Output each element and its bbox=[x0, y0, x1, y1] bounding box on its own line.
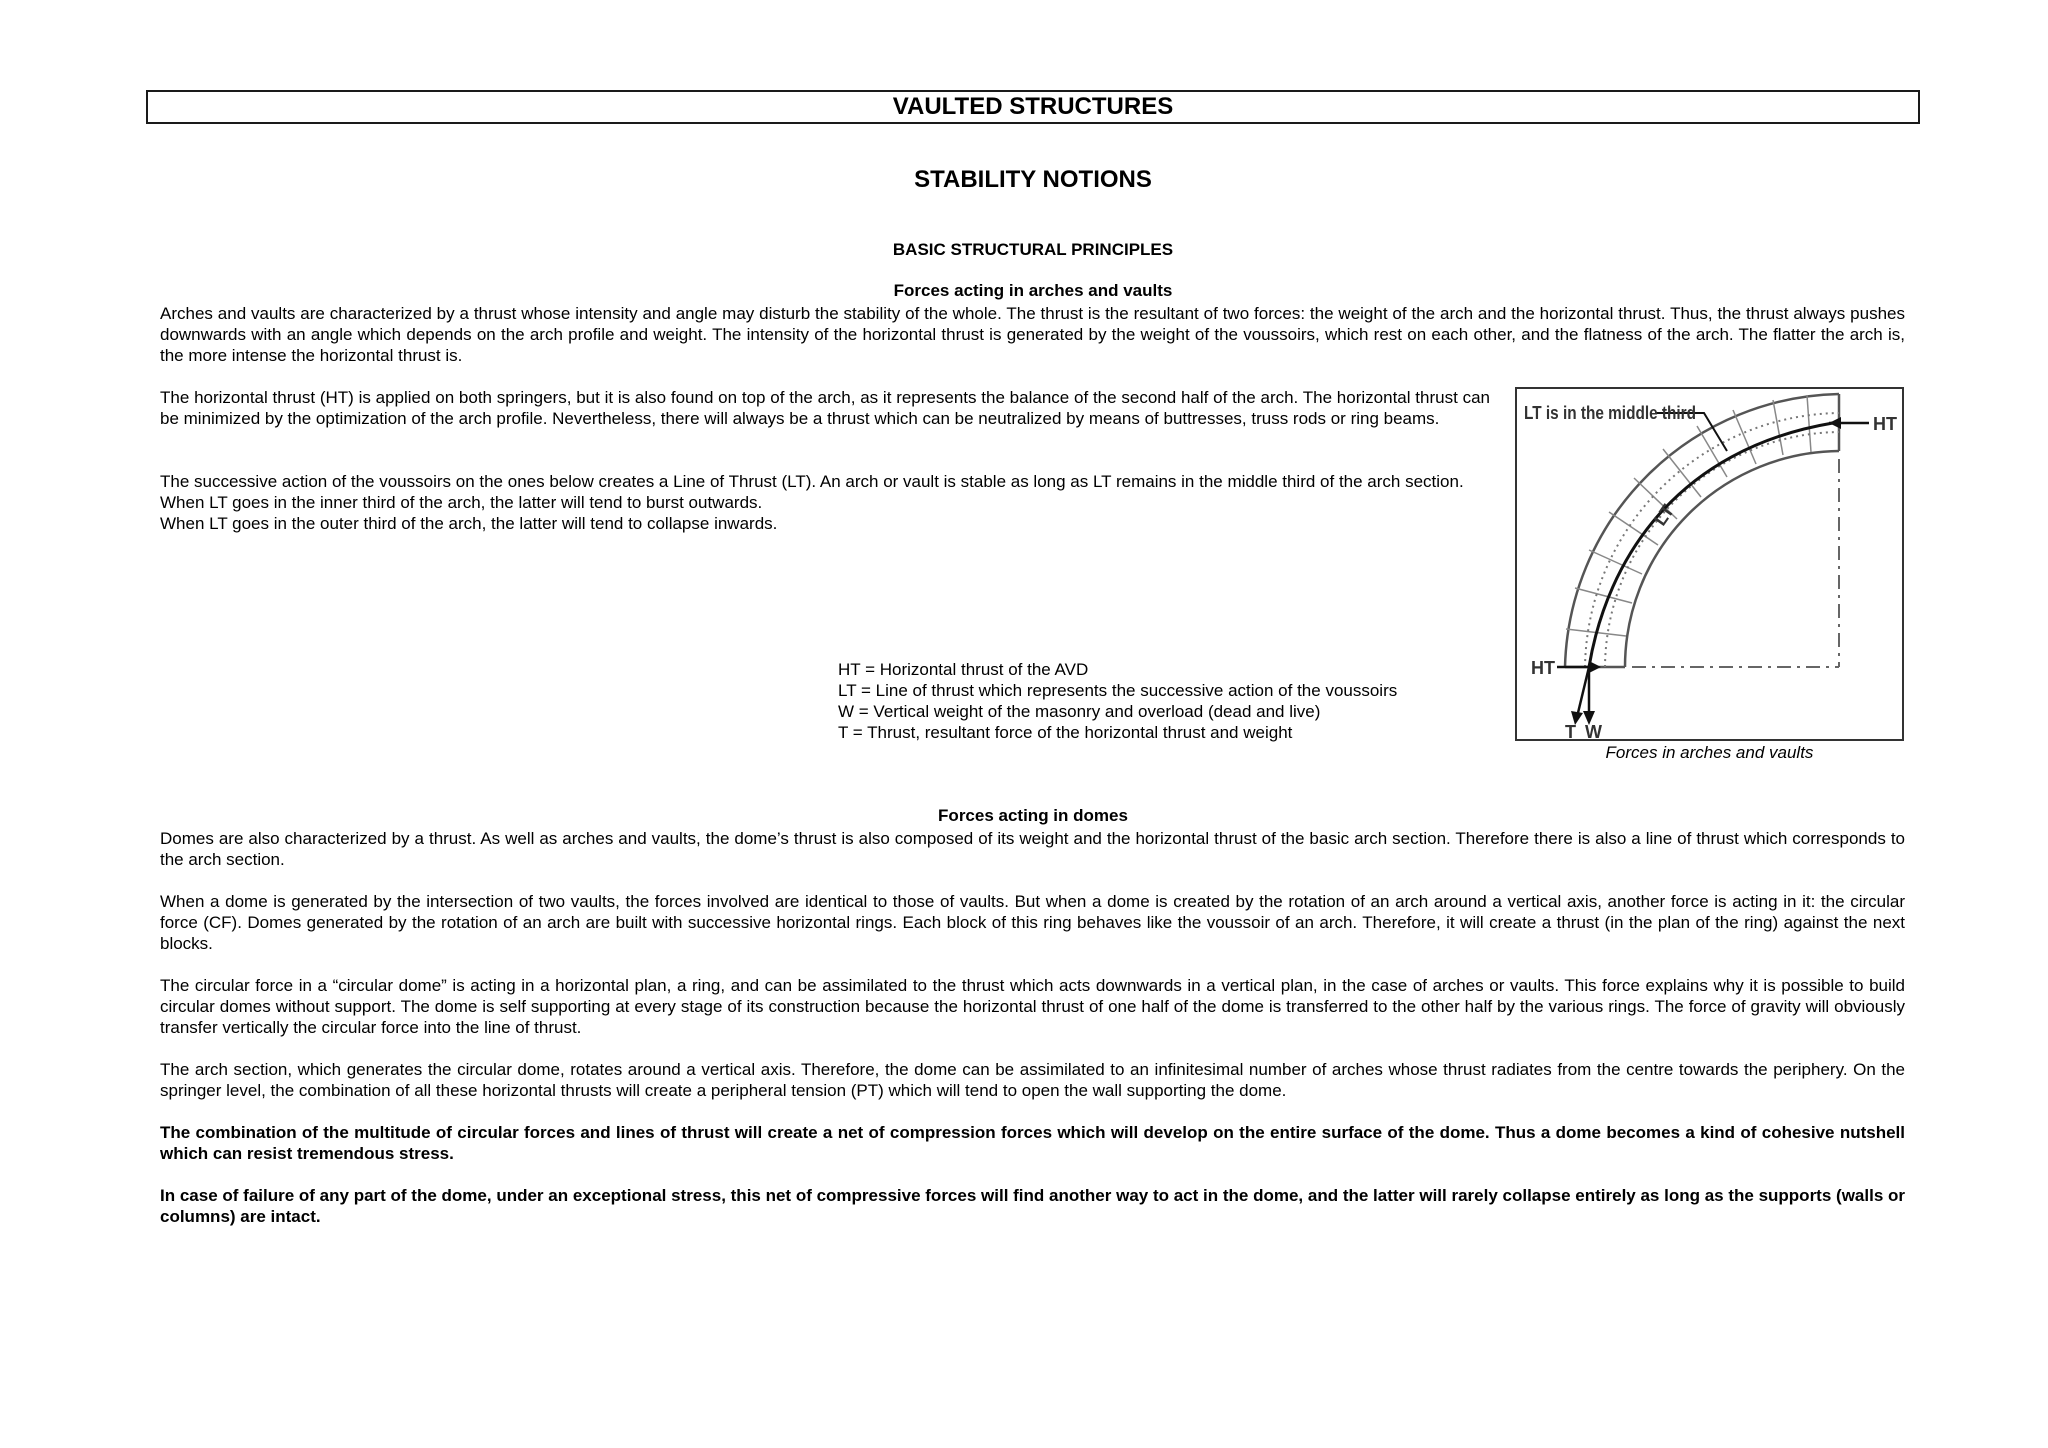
line-of-thrust-curve bbox=[1589, 423, 1833, 667]
label-w: W bbox=[1585, 722, 1602, 739]
label-ht-top: HT bbox=[1873, 414, 1897, 434]
heading-domes: Forces acting in domes bbox=[938, 806, 1128, 825]
domes-paragraph-5: The combination of the multitude of circular forces and lines of thrust will create a net of compression forces which will develop on the entire surface of the dome. Thus a dome becomes a kind of cohesive nutshell which can resist tremendous stress. bbox=[160, 1123, 1905, 1163]
legend-ht: HT = Horizontal thrust of the AVD bbox=[838, 660, 1089, 679]
arches-paragraph-2: The horizontal thrust (HT) is applied on both springers, but it is also found on top of the arch, as it represents the balance of the second half of the arch. The horizontal thrust can be minimized by the optimization of the arch profile. Nevertheless, there will always be a thrust which can be neutralized by means of buttresses, truss rods or ring beams. bbox=[160, 388, 1490, 428]
arches-paragraph-3 bbox=[160, 471, 1490, 534]
label-lt: LT bbox=[1649, 500, 1679, 530]
legend-t: T = Thrust, resultant force of the horizontal thrust and weight bbox=[838, 723, 1293, 742]
domes-paragraph-4: The arch section, which generates the circular dome, rotates around a vertical axis. Therefore, the dome can be assimilated to an infinitesimal number of arches whose thrust radiates from the centre towards the periphery. On the springer level, the combination of all these horizontal thrusts will create a peripheral tension (PT) which will tend to open the wall supporting the dome. bbox=[160, 1060, 1905, 1100]
section-heading-basic-principles: BASIC STRUCTURAL PRINCIPLES bbox=[892, 240, 1174, 259]
inner-third-note: When LT goes in the inner third of the arch, the latter will tend to burst outwards. bbox=[160, 493, 763, 512]
arch-forces-figure bbox=[1515, 387, 1904, 741]
domes-paragraph-6: In case of failure of any part of the dome, under an exceptional stress, this net of compressive forces will find another way to act in the dome, and the latter will rarely collapse entirely as long as the supports (walls or columns) are intact. bbox=[160, 1186, 1905, 1226]
ht-top-arrowhead bbox=[1829, 417, 1841, 429]
arch-intrados bbox=[1625, 451, 1839, 667]
figure-legend bbox=[838, 659, 1397, 743]
legend-lt: LT = Line of thrust which represents the successive action of the voussoirs bbox=[838, 681, 1398, 700]
ht-left-arrowhead bbox=[1589, 661, 1601, 673]
outer-third-note: When LT goes in the outer third of the arch, the latter will tend to collapse inwards. bbox=[160, 514, 778, 533]
line-of-thrust-definition: The successive action of the voussoirs on the ones below creates a Line of Thrust (LT). An arch or vault is stable as long as LT remains in the middle third of the arch section. bbox=[160, 472, 1464, 491]
t-arrow-shaft bbox=[1577, 667, 1589, 717]
label-middle-third: LT is in the middle third bbox=[1524, 403, 1696, 423]
figure-caption: Forces in arches and vaults bbox=[1605, 743, 1814, 762]
label-t: T bbox=[1565, 722, 1576, 739]
arch-diagram bbox=[1517, 389, 1902, 739]
heading-arches-vaults: Forces acting in arches and vaults bbox=[893, 281, 1173, 300]
legend-w: W = Vertical weight of the masonry and overload (dead and live) bbox=[838, 702, 1321, 721]
arches-paragraph-1: Arches and vaults are characterized by a thrust whose intensity and angle may disturb the stability of the whole. The thrust is the resultant of two forces: the weight of the arch and the horizontal thrust. Thus, the thrust always pushes downwards with an angle which depends on the arch profile and weight. The intensity of the horizontal thrust is generated by the weight of the voussoirs, which rest on each other, and the flatness of the arch. The flatter the arch is, the more intense the horizontal thrust is. bbox=[160, 304, 1905, 365]
domes-paragraph-3: The circular force in a “circular dome” is acting in a horizontal plan, a ring, and can be assimilated to the thrust which acts downwards in a vertical plan, in the case of arches or vaults. This force explains why it is possible to build circular domes without support. The dome is self supporting at every stage of its construction because the horizontal thrust of one half of the dome is transferred to the other half by the various rings. The force of gravity will obviously transfer vertically the circular force into the line of thrust. bbox=[160, 976, 1905, 1037]
domes-paragraph-1: Domes are also characterized by a thrust. As well as arches and vaults, the dome’s thrust is also composed of its weight and the horizontal thrust of the basic arch section. Therefore there is also a line of thrust which corresponds to the arch section. bbox=[160, 829, 1905, 869]
page-title: VAULTED STRUCTURES bbox=[146, 90, 1920, 124]
subtitle-stability-notions: STABILITY NOTIONS bbox=[914, 166, 1152, 193]
domes-paragraph-2: When a dome is generated by the intersection of two vaults, the forces involved are identical to those of vaults. But when a dome is created by the rotation of an arch around a vertical axis, another force is acting in it: the circular force (CF). Domes generated by the rotation of an arch are built with successive horizontal rings. Each block of this ring behaves like the voussoir of an arch. Therefore, it will create a thrust (in the plan of the ring) against the next blocks. bbox=[160, 892, 1905, 953]
label-ht-left: HT bbox=[1531, 658, 1555, 678]
